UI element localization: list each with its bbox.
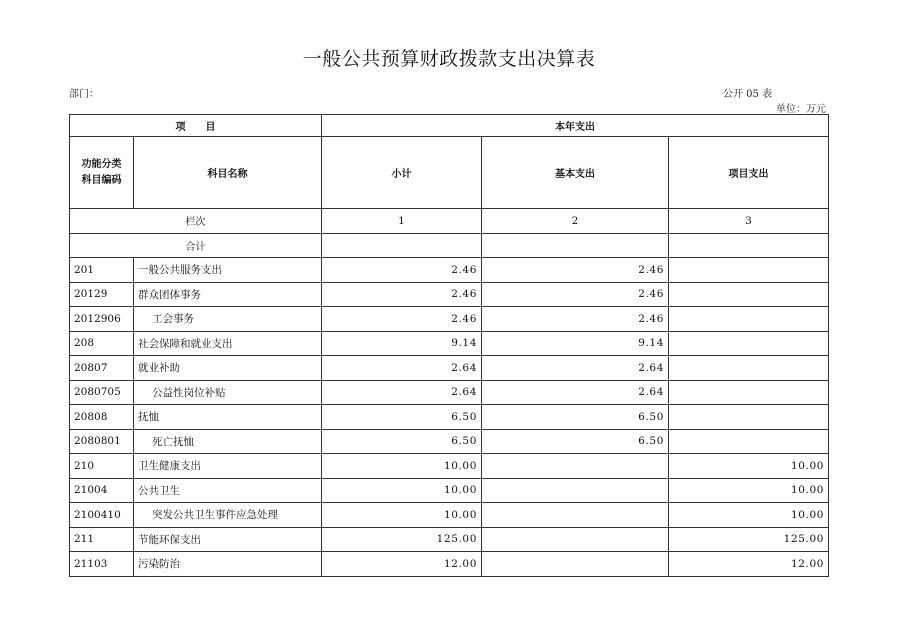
table-row bbox=[70, 282, 829, 307]
row-code: 201 bbox=[70, 258, 134, 283]
row-code: 210 bbox=[70, 454, 134, 479]
row-basic: 6.50 bbox=[482, 405, 669, 430]
row-code: 208 bbox=[70, 331, 134, 356]
row-basic: 2.46 bbox=[482, 258, 669, 283]
column-index-1: 1 bbox=[322, 209, 482, 234]
row-project bbox=[669, 356, 829, 381]
row-basic: 2.64 bbox=[482, 356, 669, 381]
header-basic: 基本支出 bbox=[482, 137, 669, 209]
row-code: 211 bbox=[70, 527, 134, 552]
row-subtotal: 6.50 bbox=[322, 429, 482, 454]
column-index-3: 3 bbox=[669, 209, 829, 234]
row-name: 就业补助 bbox=[134, 356, 322, 381]
header-current-year: 本年支出 bbox=[322, 115, 829, 137]
table-row bbox=[70, 405, 829, 430]
row-project bbox=[669, 307, 829, 332]
row-code: 21004 bbox=[70, 478, 134, 503]
row-subtotal: 125.00 bbox=[322, 527, 482, 552]
row-subtotal: 9.14 bbox=[322, 331, 482, 356]
table-row bbox=[70, 258, 829, 283]
table-row bbox=[70, 527, 829, 552]
row-project bbox=[669, 380, 829, 405]
row-project bbox=[669, 258, 829, 283]
row-subtotal: 10.00 bbox=[322, 454, 482, 479]
row-subtotal: 10.00 bbox=[322, 478, 482, 503]
total-subtotal bbox=[322, 233, 482, 258]
row-name: 卫生健康支出 bbox=[134, 454, 322, 479]
row-subtotal: 2.46 bbox=[322, 307, 482, 332]
header-name: 科目名称 bbox=[134, 137, 322, 209]
table-row bbox=[70, 552, 829, 577]
row-basic: 2.46 bbox=[482, 282, 669, 307]
row-code: 2100410 bbox=[70, 503, 134, 528]
row-basic bbox=[482, 454, 669, 479]
unit-label: 单位：万元 bbox=[776, 104, 826, 115]
row-project: 10.00 bbox=[669, 478, 829, 503]
row-project: 12.00 bbox=[669, 552, 829, 577]
row-name: 一般公共服务支出 bbox=[134, 258, 322, 283]
table-row bbox=[70, 307, 829, 332]
row-project: 125.00 bbox=[669, 527, 829, 552]
header-project: 项 目 bbox=[70, 115, 322, 137]
row-subtotal: 2.64 bbox=[322, 380, 482, 405]
row-subtotal: 12.00 bbox=[322, 552, 482, 577]
row-code: 21103 bbox=[70, 552, 134, 577]
row-basic bbox=[482, 552, 669, 577]
row-code: 2012906 bbox=[70, 307, 134, 332]
table-row bbox=[70, 380, 829, 405]
row-basic bbox=[482, 503, 669, 528]
total-basic bbox=[482, 233, 669, 258]
row-project bbox=[669, 331, 829, 356]
table-row bbox=[70, 478, 829, 503]
row-name: 群众团体事务 bbox=[134, 282, 322, 307]
row-code: 20129 bbox=[70, 282, 134, 307]
form-code: 公开 05 表 bbox=[722, 89, 772, 100]
row-basic: 6.50 bbox=[482, 429, 669, 454]
row-name: 社会保障和就业支出 bbox=[134, 331, 322, 356]
row-project: 10.00 bbox=[669, 503, 829, 528]
table-row bbox=[70, 331, 829, 356]
header-project-expense: 项目支出 bbox=[669, 137, 829, 209]
row-subtotal: 6.50 bbox=[322, 405, 482, 430]
budget-table bbox=[69, 114, 829, 577]
row-code: 20808 bbox=[70, 405, 134, 430]
table-row bbox=[70, 454, 829, 479]
row-subtotal: 2.64 bbox=[322, 356, 482, 381]
row-name: 工会事务 bbox=[134, 307, 322, 332]
department-label: 部门： bbox=[69, 89, 99, 100]
row-name: 节能环保支出 bbox=[134, 527, 322, 552]
row-name: 突发公共卫生事件应急处理 bbox=[134, 503, 322, 528]
row-name: 抚恤 bbox=[134, 405, 322, 430]
column-index-label: 栏次 bbox=[70, 209, 322, 234]
row-subtotal: 2.46 bbox=[322, 258, 482, 283]
page-title: 一般公共预算财政拨款支出决算表 bbox=[302, 48, 596, 70]
row-basic bbox=[482, 527, 669, 552]
row-name: 死亡抚恤 bbox=[134, 429, 322, 454]
row-code: 2080705 bbox=[70, 380, 134, 405]
row-basic: 2.46 bbox=[482, 307, 669, 332]
row-basic: 9.14 bbox=[482, 331, 669, 356]
row-project bbox=[669, 282, 829, 307]
row-name: 公益性岗位补贴 bbox=[134, 380, 322, 405]
row-project: 10.00 bbox=[669, 454, 829, 479]
row-basic bbox=[482, 478, 669, 503]
total-label: 合计 bbox=[70, 233, 322, 258]
row-name: 污染防治 bbox=[134, 552, 322, 577]
row-project bbox=[669, 429, 829, 454]
table-row bbox=[70, 356, 829, 381]
total-project bbox=[669, 233, 829, 258]
row-code: 20807 bbox=[70, 356, 134, 381]
row-basic: 2.64 bbox=[482, 380, 669, 405]
row-project bbox=[669, 405, 829, 430]
table-row bbox=[70, 429, 829, 454]
row-subtotal: 10.00 bbox=[322, 503, 482, 528]
row-code: 2080801 bbox=[70, 429, 134, 454]
column-index-2: 2 bbox=[482, 209, 669, 234]
row-subtotal: 2.46 bbox=[322, 282, 482, 307]
header-code: 功能分类 科目编码 bbox=[70, 137, 134, 209]
header-subtotal: 小计 bbox=[322, 137, 482, 209]
row-name: 公共卫生 bbox=[134, 478, 322, 503]
table-row bbox=[70, 503, 829, 528]
